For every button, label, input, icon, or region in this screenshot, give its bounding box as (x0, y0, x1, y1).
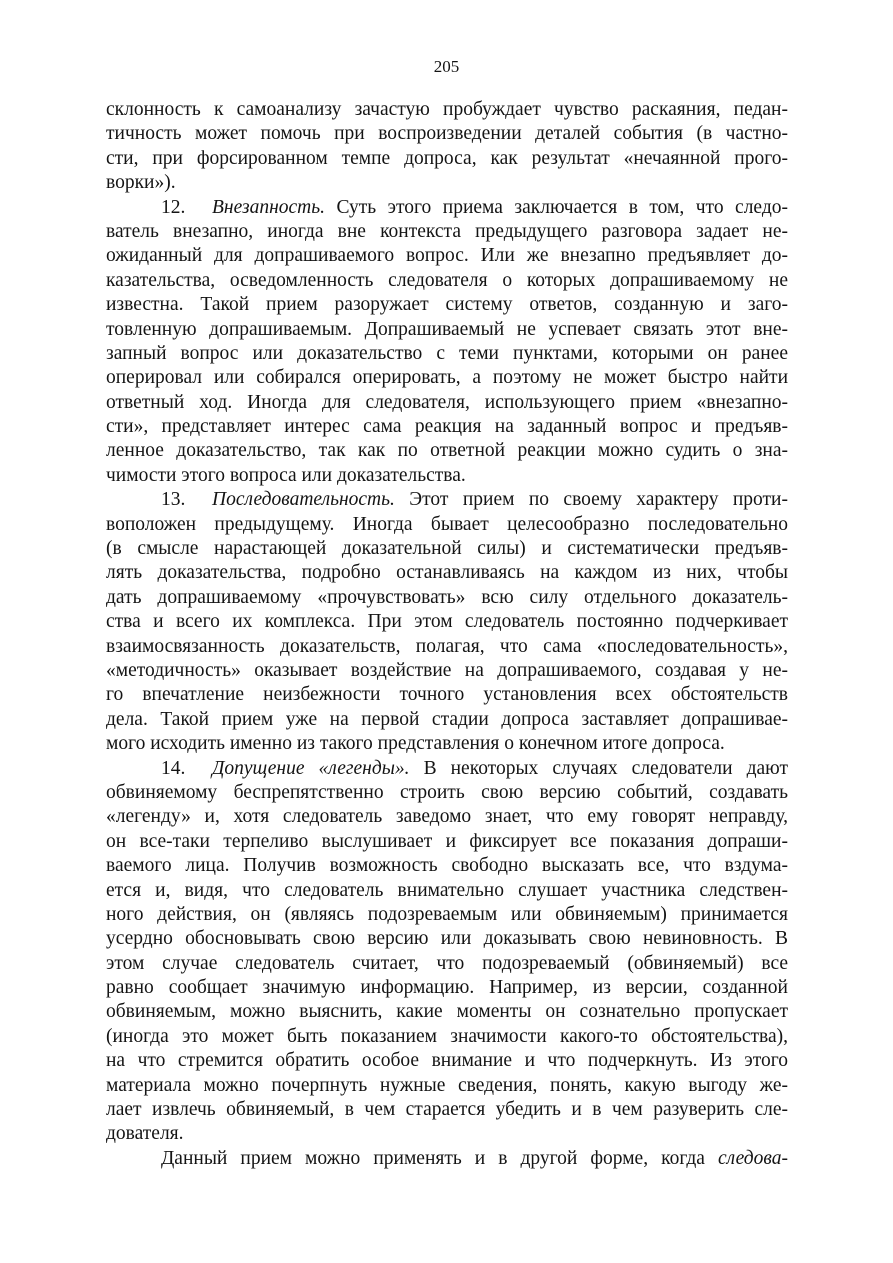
text-line (106, 854, 788, 878)
line-text: ворки»). (106, 172, 176, 194)
line-text: Данный прием можно применять и в другой форме, когда (161, 1147, 718, 1169)
text-line (106, 879, 788, 903)
line-text: этом случае следователь считает, что подозреваемый (обвиняемый) все (106, 952, 788, 974)
text-line (106, 244, 788, 268)
text-line (106, 683, 788, 707)
text-line (106, 171, 788, 195)
item-heading: Последовательность. (212, 489, 395, 511)
text-line (106, 1122, 788, 1146)
text-line (106, 1049, 788, 1073)
text-line (106, 513, 788, 537)
line-text: тичность может помочь при воспроизведении деталей события (в частно- (106, 123, 788, 145)
text-line (106, 561, 788, 585)
line-text: равно сообщает значимую информацию. Например, из версии, созданной (106, 977, 788, 999)
text-line (106, 732, 788, 756)
line-text: ства и всего их комплекса. При этом следователь постоянно подчеркивает (106, 611, 788, 633)
line-text: Этот прием по своему характеру проти- (394, 489, 788, 511)
line-text: обвиняемым, можно выяснить, какие моменты он сознательно пропускает (106, 1001, 788, 1023)
line-text: сти», представляет интерес сама реакция на заданный вопрос и предъяв- (106, 416, 788, 438)
text-line (106, 757, 788, 781)
item-heading: Допущение «легенды». (212, 757, 410, 779)
text-line (106, 1074, 788, 1098)
text-line (106, 342, 788, 366)
line-text: дать допрашиваемому «прочувствовать» всю силу отдельного доказатель- (106, 586, 788, 608)
line-text: В некоторых случаях следователи дают (409, 757, 788, 779)
page-number: 205 (433, 57, 460, 76)
text-line (106, 659, 788, 683)
item-heading: Внезапность. (212, 196, 326, 218)
line-text: ного действия, он (являясь подозреваемым или обвиняемым) принимается (106, 903, 788, 925)
line-text: «методичность» оказывает воздействие на допрашиваемого, создавая у не- (106, 659, 788, 681)
line-text: запный вопрос или доказательство с теми пунктами, которыми он ранее (106, 342, 788, 364)
line-text: дела. Такой прием уже на первой стадии допроса заставляет допрашивае- (106, 708, 788, 730)
text-line (106, 635, 788, 659)
text-line (106, 610, 788, 634)
text-line (106, 830, 788, 854)
line-text: дователя. (106, 1123, 184, 1145)
text-line (106, 586, 788, 610)
line-text: ответный ход. Иногда для следователя, использующего прием «внезапно- (106, 391, 788, 413)
item-number: 14. (161, 757, 186, 779)
line-text: лять доказательства, подробно останавливаясь на каждом из них, чтобы (106, 562, 788, 584)
line-text: лает извлечь обвиняемый, в чем старается убедить и в чем разуверить сле- (106, 1099, 788, 1121)
line-text: ожиданный для допрашиваемого вопрос. Или же внезапно предъявляет до- (106, 245, 788, 267)
line-text: «легенду» и, хотя следователь заведомо знает, что ему говорят неправду, (106, 806, 788, 828)
text-line (106, 1147, 788, 1171)
line-text: мого исходить именно из такого представления о конечном итоге допроса. (106, 733, 725, 755)
text-line (106, 147, 788, 171)
line-text: (иногда это может быть показанием значимости какого-то обстоятельства), (106, 1025, 788, 1047)
text-line (106, 805, 788, 829)
line-text: сти, при форсированном темпе допроса, как результат «нечаянной прого- (106, 147, 788, 169)
text-line (106, 318, 788, 342)
text-line (106, 976, 788, 1000)
line-text: он все-таки терпеливо выслушивает и фиксирует все показания допраши- (106, 830, 788, 852)
line-text: чимости этого вопроса или доказательства. (106, 464, 466, 486)
text-line (106, 903, 788, 927)
body-text (106, 98, 788, 1171)
line-text: (в смысле нарастающей доказательной силы) и систематически предъяв- (106, 538, 788, 560)
text-line (106, 391, 788, 415)
line-text: склонность к самоанализу зачастую пробуждает чувство раскаяния, педан- (106, 99, 788, 120)
text-line (106, 781, 788, 805)
text-line (106, 952, 788, 976)
text-line (106, 196, 788, 220)
text-line (106, 1025, 788, 1049)
line-text: известна. Такой прием разоружает систему ответов, созданную и заго- (106, 294, 788, 316)
text-line (106, 220, 788, 244)
line-text: казательства, осведомленность следователя о которых допрашиваемому не (106, 269, 788, 291)
line-text: ватель внезапно, иногда вне контекста предыдущего разговора задает не- (106, 220, 788, 242)
line-text: ленное доказательство, так как по ответной реакции можно судить о зна- (106, 440, 788, 462)
text-line (106, 439, 788, 463)
line-text: на что стремится обратить особое внимание и что подчеркнуть. Из этого (106, 1050, 788, 1072)
text-line (106, 366, 788, 390)
text-line (106, 269, 788, 293)
line-text: воположен предыдущему. Иногда бывает целесообразно последовательно (106, 513, 788, 535)
text-line (106, 1000, 788, 1024)
line-text: го впечатление неизбежности точного установления всех обстоятельств (106, 684, 788, 706)
text-line (106, 927, 788, 951)
line-text: оперировал или собирался оперировать, а поэтому не может быстро найти (106, 367, 788, 389)
text-line (106, 464, 788, 488)
line-text: товленную допрашиваемым. Допрашиваемый не успевает связать этот вне- (106, 318, 788, 340)
line-text: усердно обосновывать свою версию или доказывать свою невиновность. В (106, 928, 788, 950)
text-line (106, 98, 788, 122)
line-text: материала можно почерпнуть нужные сведения, понять, какую выгоду же- (106, 1074, 788, 1096)
line-text: обвиняемому беспрепятственно строить свою версию событий, создавать (106, 781, 788, 803)
text-line (106, 708, 788, 732)
text-line (106, 1098, 788, 1122)
text-line (106, 415, 788, 439)
text-line (106, 537, 788, 561)
line-text: Суть этого приема заключается в том, что следо- (325, 196, 788, 218)
line-text: взаимосвязанность доказательств, полагая, что сама «последовательность», (106, 635, 788, 657)
line-text: ваемого лица. Получив возможность свободно высказать все, что вздума- (106, 855, 788, 877)
item-number: 13. (161, 489, 186, 511)
line-text: ется и, видя, что следователь внимательно слушает участника следствен- (106, 879, 788, 901)
text-line (106, 122, 788, 146)
text-line (106, 293, 788, 317)
item-number: 12. (161, 196, 186, 218)
italic-text: следова- (717, 1147, 788, 1169)
text-line (106, 488, 788, 512)
